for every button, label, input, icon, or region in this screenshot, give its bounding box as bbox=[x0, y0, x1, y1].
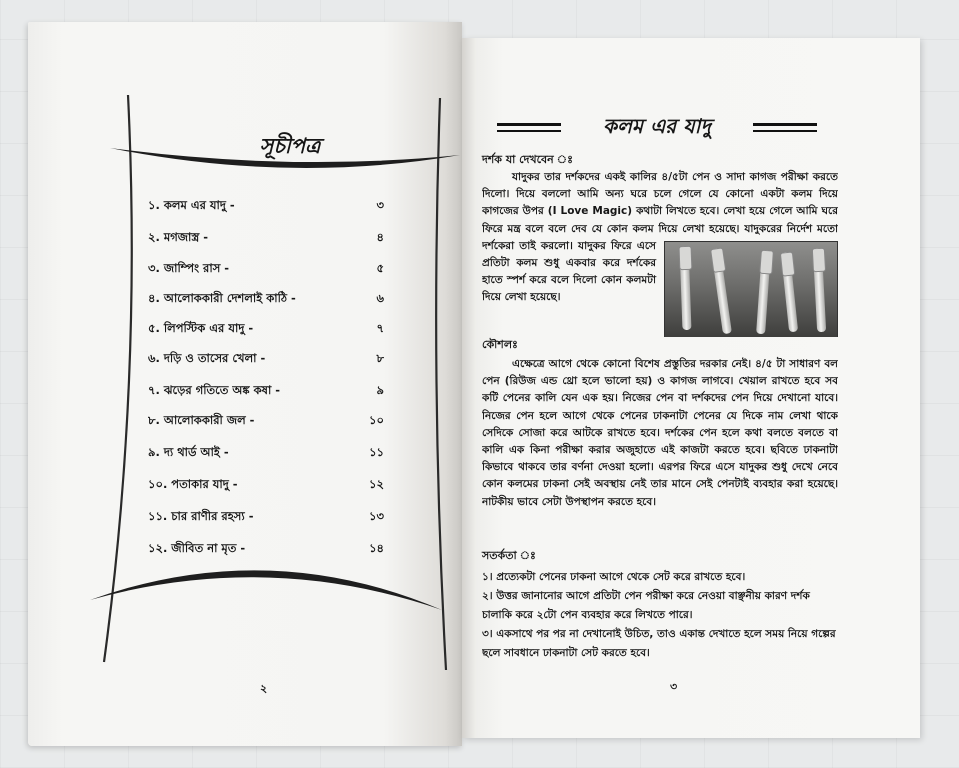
bottom-swoosh bbox=[90, 570, 442, 610]
toc-entry-page: ১৩ bbox=[369, 509, 384, 523]
toc-entry-page: ৯ bbox=[376, 383, 384, 397]
left-page bbox=[28, 22, 462, 746]
toc-entry-page: ১৪ bbox=[369, 541, 384, 555]
toc-entry-label: ৭. ঝড়ের গতিতে অঙ্ক কষা - bbox=[148, 383, 281, 397]
technique-paragraph: এক্ষেত্রে আগে থেকে কোনো বিশেষ প্রস্তুতির দরকার নেই। ৪/৫ টা সাধারণ বল পেন (রিউজ এন্ড থ্রো হলে ভালো হয়) ও কাগজ লাগবে। খেয়াল রাখতে হবে সব কটি পেনের কালি যেন এক হয়। নিজের পেন বা দর্শকদের পেন দিয়ে দেখানো যাবে। নিজের পেন হলে আগে থেকে পেনের ঢাকনাটা পেনের যে দিকে নাম লেখা থাকে সেদিকে সোজা করে আটকে রাখতে হবে। দর্শকের পেন হলে কথা বলতে বলতে বা কালি এক কিনা পরীক্ষা করার অজুহাতে এই কাজটা করতে হবে। ছবিতে ঢাকনাটা কিভাবে থাকবে তার বর্ণনা দেওয়া হলো। এরপর ফিরে এসে যাদুকর শুধু দেখে নেবে কোন কলমের ঢাকনা সেই অবস্থায় নেই তার মানে সেই পেনটাই ব্যবহার করা হয়েছে। নাটকীয় ভাবে সেটা উপস্থাপন করতে হবে। bbox=[482, 358, 838, 508]
toc-entry-label: ৫. লিপস্টিক এর যাদু - bbox=[148, 321, 254, 335]
toc-entry-label: ১১. চার রাণীর রহস্য - bbox=[148, 509, 254, 523]
right-page bbox=[462, 38, 920, 738]
toc-entry bbox=[148, 350, 388, 368]
pen bbox=[756, 250, 771, 334]
caution-list bbox=[482, 568, 842, 668]
toc-entry-label: ১. কলম এর যাদু - bbox=[148, 198, 235, 212]
pen-cap bbox=[710, 247, 726, 273]
toc-entry bbox=[148, 412, 388, 430]
caution-item: ২। উত্তর জানানোর আগে প্রতিটা পেন পরীক্ষা করে নেওয়া বাঞ্ছনীয় কারণ দর্শক চালাকি করে ২টো পেন ব্যবহার করে লিখতে পারে। bbox=[482, 590, 810, 621]
toc-entry bbox=[148, 197, 388, 215]
toc-entry-page: ৮ bbox=[376, 351, 384, 365]
toc-entry bbox=[148, 320, 388, 338]
title-right-bars bbox=[753, 123, 817, 132]
caution-item: ৩। একসাথে পর পর না দেখানোই উচিত, তাও একান্ত দেখাতে হলে সময় নিয়ে গল্পের ছলে সাবধানে ঢাকনাটা সেট করতে হবে। bbox=[482, 628, 836, 659]
article-title-bar bbox=[497, 112, 817, 140]
pen-cap bbox=[812, 248, 826, 273]
toc-entry-label: ৯. দ্য থার্ড আই - bbox=[148, 445, 229, 459]
audience-text: যাদুকর তার দর্শকদের একই কালির ৪/৫টা পেন ও সাদা কাগজ পরীক্ষা করতে দিলো। দিয়ে বললো আমি অন্য ঘরে চলে গেলে যে কোনো একটা কলম দিয়ে কাগজের উপর (I Love Magic) কথাটা লিখতে হবে। লেখা হয়ে গেলে আমি ঘরে ফিরে মন্ত্র বলে বলে দেব যে কোন কলম দিয়ে লেখা হয়েছে। যাদুকরের নির্দেশ মতো দর্শকেরা তাই করলো। যাদুকর ফিরে এসে প্রতিটা কলম শুধু একবার করে দর্শকের হাতে স্পর্শ করে বলে দিলো কোন কলমটা দিয়ে লেখা হয়েছে। bbox=[482, 171, 838, 304]
toc-entry-page: ১২ bbox=[369, 477, 384, 491]
toc-entry-label: ১২. জীবিত না মৃত - bbox=[148, 541, 246, 555]
toc-entry bbox=[148, 540, 388, 558]
caution-item: ১। প্রত্যেকটা পেনের ঢাকনা আগে থেকে সেট করে রাখতে হবে। bbox=[482, 571, 746, 583]
toc-entry bbox=[148, 476, 388, 494]
toc-entry-page: ৫ bbox=[376, 261, 384, 275]
pen-photo bbox=[664, 241, 838, 337]
audience-paragraph bbox=[482, 169, 838, 337]
toc-entry-label: ৮. আলোককারী জল - bbox=[148, 413, 255, 427]
toc-title: সূচীপত্র bbox=[259, 133, 321, 158]
toc-entry-label: ২. মগজাস্ত্র - bbox=[148, 230, 209, 244]
pen bbox=[680, 246, 692, 330]
pen-cap bbox=[759, 250, 774, 275]
pen-cap bbox=[780, 251, 795, 276]
title-left-bars bbox=[497, 123, 561, 132]
caution-heading: সতর্কতা ঃ bbox=[482, 549, 536, 562]
technique-heading: কৌশলঃ bbox=[482, 338, 518, 351]
page-number: ৩ bbox=[670, 680, 678, 693]
pen bbox=[711, 248, 732, 334]
toc-entry bbox=[148, 290, 388, 308]
article-title: কলম এর যাদু bbox=[603, 114, 711, 138]
toc-entry-label: ৩. জাম্পিং রাস - bbox=[148, 261, 230, 275]
toc-entry-page: ৭ bbox=[376, 321, 384, 335]
toc-entry bbox=[148, 508, 388, 526]
toc-entry-label: ১০. পতাকার যাদু - bbox=[148, 477, 238, 491]
audience-heading: দর্শক যা দেখবেন ঃ bbox=[482, 153, 573, 166]
toc-entry-page: ১১ bbox=[369, 445, 384, 459]
toc-entry-label: ৪. আলোককারী দেশলাই কাঠি - bbox=[148, 291, 296, 305]
pen bbox=[781, 252, 798, 333]
pen bbox=[813, 248, 826, 332]
toc-entry bbox=[148, 382, 388, 400]
toc-entry-page: ৬ bbox=[376, 291, 384, 305]
toc-entry bbox=[148, 229, 388, 247]
toc-entry-label: ৬. দড়ি ও তাসের খেলা - bbox=[148, 351, 266, 365]
frame-right-line bbox=[436, 98, 446, 670]
pen-cap bbox=[679, 246, 693, 270]
frame-left-line bbox=[104, 95, 132, 662]
toc-entry bbox=[148, 444, 388, 462]
toc-entry-page: ১০ bbox=[369, 413, 384, 427]
toc-entry-page: ৩ bbox=[376, 198, 384, 212]
toc-entry-page: ৪ bbox=[376, 230, 384, 244]
page-number: ২ bbox=[260, 682, 268, 695]
toc-entry bbox=[148, 260, 388, 278]
